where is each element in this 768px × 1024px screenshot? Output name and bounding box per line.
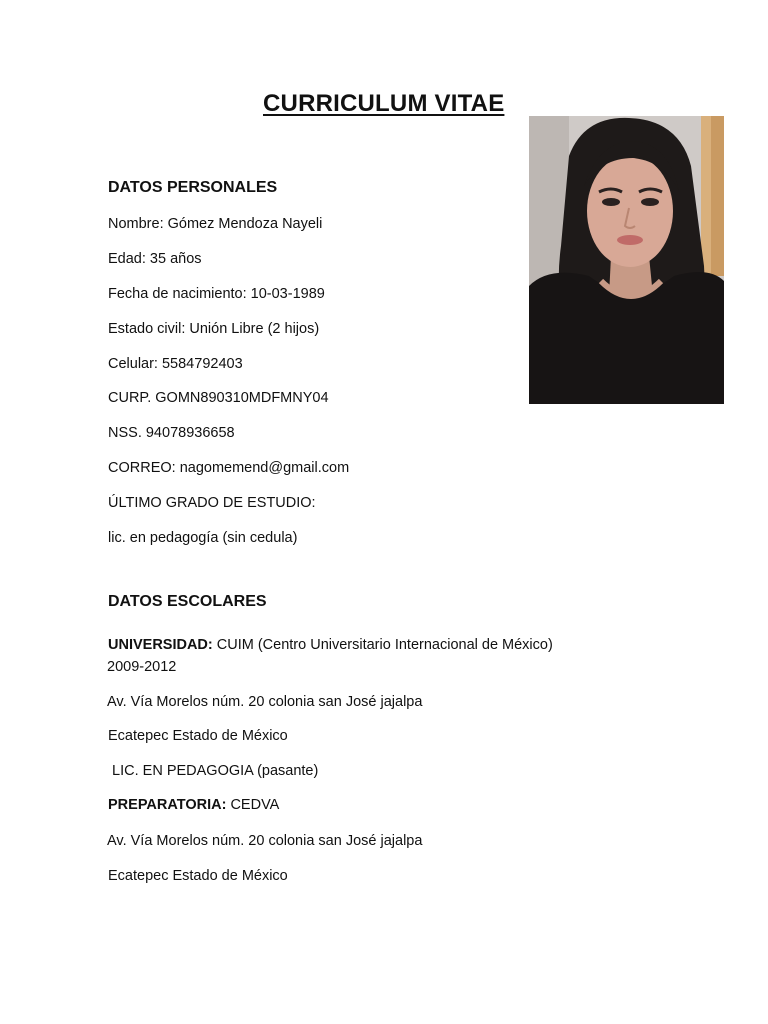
university-name: CUIM (Centro Universitario Internacional de México) bbox=[212, 637, 553, 653]
personal-birthdate: Fecha de nacimiento: 10-03-1989 bbox=[108, 286, 325, 302]
personal-nss: NSS. 94078936658 bbox=[108, 425, 235, 441]
university-label: UNIVERSIDAD: bbox=[108, 637, 213, 653]
university-address: Av. Vía Morelos núm. 20 colonia san José jajalpa bbox=[107, 694, 423, 710]
prep-name: CEDVA bbox=[226, 797, 280, 813]
prep-label: PREPARATORIA: bbox=[108, 797, 227, 813]
personal-education-label: ÚLTIMO GRADO DE ESTUDIO: bbox=[108, 495, 316, 511]
prep-city: Ecatepec Estado de México bbox=[108, 868, 288, 884]
prep-line bbox=[108, 797, 279, 813]
university-city: Ecatepec Estado de México bbox=[108, 728, 288, 744]
personal-age: Edad: 35 años bbox=[108, 251, 202, 267]
university-degree: LIC. EN PEDAGOGIA (pasante) bbox=[108, 763, 319, 779]
prep-address: Av. Vía Morelos núm. 20 colonia san José jajalpa bbox=[107, 833, 423, 849]
document-title: CURRICULUM VITAE bbox=[263, 90, 505, 117]
university-years: 2009-2012 bbox=[107, 659, 177, 675]
section-heading-personal: DATOS PERSONALES bbox=[108, 179, 278, 196]
profile-photo bbox=[529, 116, 724, 404]
personal-phone: Celular: 5584792403 bbox=[108, 356, 243, 372]
personal-email: CORREO: nagomemend@gmail.com bbox=[108, 460, 350, 476]
personal-name: Nombre: Gómez Mendoza Nayeli bbox=[108, 216, 323, 232]
personal-civil-status: Estado civil: Unión Libre (2 hijos) bbox=[108, 321, 320, 337]
personal-curp: CURP. GOMN890310MDFMNY04 bbox=[108, 390, 329, 406]
section-heading-school: DATOS ESCOLARES bbox=[108, 593, 267, 610]
university-line bbox=[108, 637, 553, 653]
personal-education-value: lic. en pedagogía (sin cedula) bbox=[108, 530, 298, 546]
